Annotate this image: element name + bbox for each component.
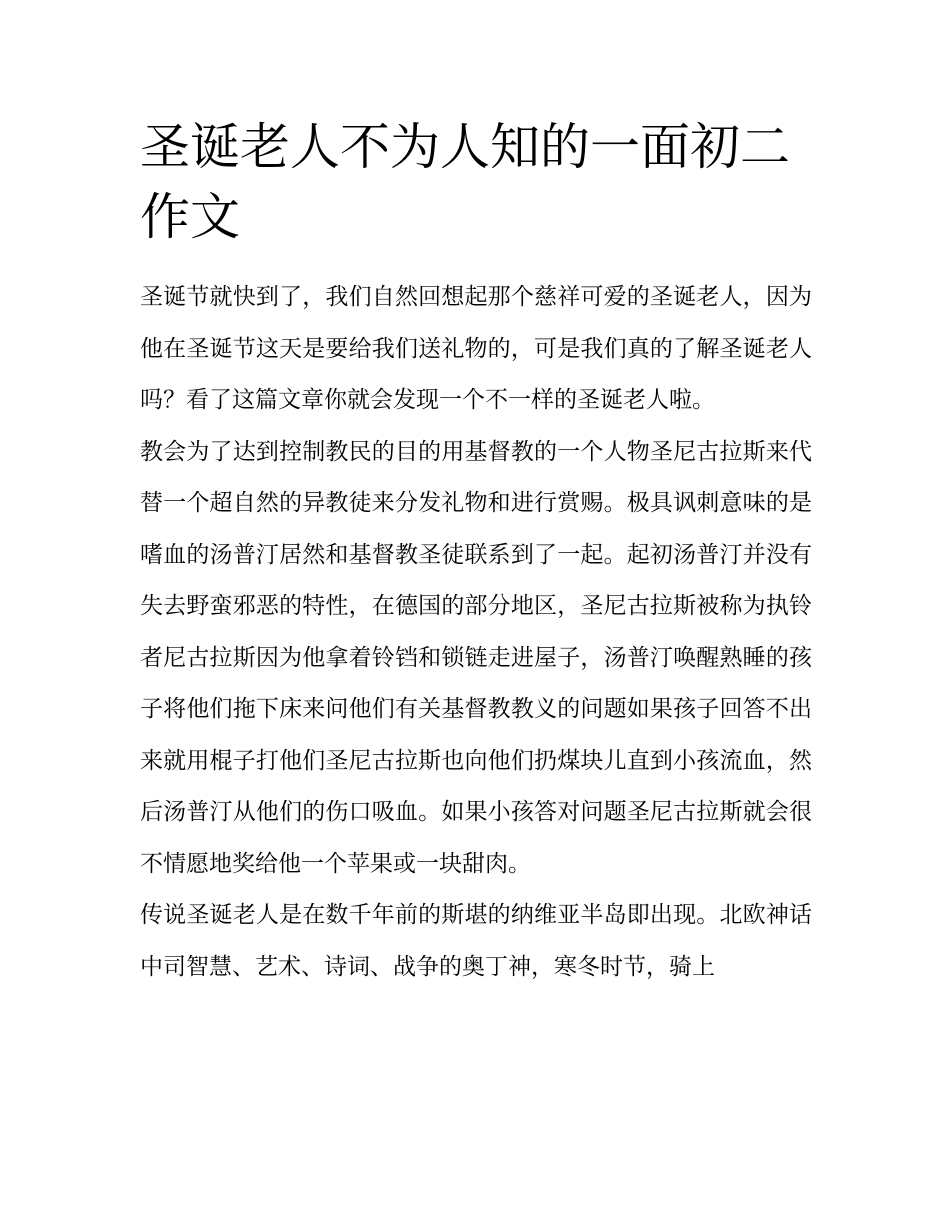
document-body <box>140 272 812 993</box>
document-title: 圣诞老人不为人知的一面初二作文 <box>140 118 790 246</box>
paragraph-1: 圣诞节就快到了，我们自然回想起那个慈祥可爱的圣诞老人，因为他在圣诞节这天是要给我们送礼物的，可是我们真的了解圣诞老人吗？看了这篇文章你就会发现一个不一样的圣诞老人啦。 <box>140 284 812 413</box>
document-page <box>140 112 812 993</box>
paragraph-3: 传说圣诞老人是在数千年前的斯堪的纳维亚半岛即出现。北欧神话中司智慧、艺术、诗词、战争的奥丁神，寒冬时节，骑上 <box>140 902 812 980</box>
paragraph-2: 教会为了达到控制教民的目的用基督教的一个人物圣尼古拉斯来代替一个超自然的异教徒来分发礼物和进行赏赐。极具讽刺意味的是嗜血的汤普汀居然和基督教圣徒联系到了一起。起初汤普汀并没有失去野蛮邪恶的特性，在德国的部分地区，圣尼古拉斯被称为执铃者尼古拉斯因为他拿着铃铛和锁链走进屋子，汤普汀唤醒熟睡的孩子将他们拖下床来问他们有关基督教教义的问题如果孩子回答不出来就用棍子打他们圣尼古拉斯也向他们扔煤块儿直到小孩流血，然后汤普汀从他们的伤口吸血。如果小孩答对问题圣尼古拉斯就会很不情愿地奖给他一个苹果或一块甜肉。 <box>140 438 812 877</box>
